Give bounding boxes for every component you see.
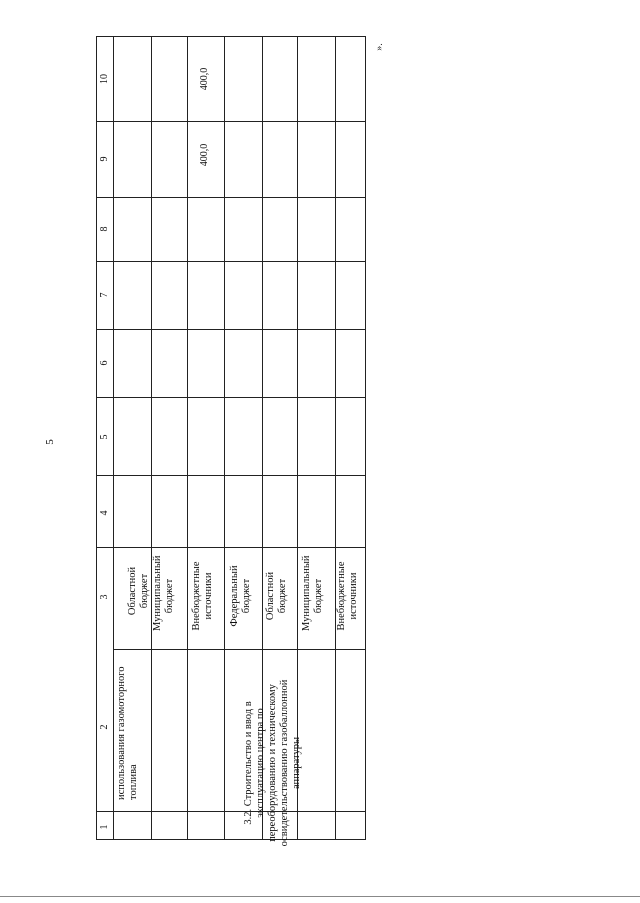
footnote-mark: ».	[374, 43, 385, 51]
col-header-2: 2	[99, 724, 110, 730]
col-header-1: 1	[99, 824, 110, 830]
table-line	[224, 37, 225, 839]
col-header-8: 8	[99, 226, 110, 232]
bottom-rule	[0, 896, 640, 897]
budget-table	[96, 36, 366, 847]
row-1-funding-source: Областной бюджет	[127, 566, 151, 616]
table-line	[151, 37, 152, 839]
row-3-col10-value: 400,0	[199, 67, 210, 91]
table-line	[187, 37, 188, 839]
row-3-funding-source: Внебюджетные источники	[191, 561, 215, 631]
table-line	[113, 37, 114, 839]
row-4-funding-source: Федеральный бюджет	[229, 565, 253, 627]
col-header-5: 5	[99, 434, 110, 440]
table-line	[97, 547, 365, 548]
table-line	[113, 649, 365, 650]
table-line	[97, 197, 365, 198]
row-4-description: 3.2. Строительство и ввод в эксплуатацию центра по переоборудованию и техническому освидетельствованию газобаллонной аппаратуры	[243, 679, 303, 847]
row-6-funding-source: Муниципальный бюджет	[301, 555, 325, 631]
table-line	[97, 329, 365, 330]
row-2-funding-source: Муниципальный бюджет	[152, 555, 176, 631]
table-line	[97, 397, 365, 398]
row-3-col9-value: 400,0	[199, 143, 210, 167]
table-line	[97, 475, 365, 476]
row-7-funding-source: Внебюджетные источники	[336, 561, 360, 631]
col-header-9: 9	[99, 156, 110, 162]
row-1-description: использования газомоторного топлива	[116, 666, 140, 800]
col-header-4: 4	[99, 510, 110, 516]
col-header-6: 6	[99, 360, 110, 366]
table-line	[97, 121, 365, 122]
col-header-7: 7	[99, 292, 110, 298]
table-line	[97, 261, 365, 262]
col-header-10: 10	[99, 74, 110, 84]
row-5-funding-source: Областной бюджет	[265, 571, 289, 621]
page-number: 5	[44, 439, 56, 445]
col-header-3: 3	[99, 594, 110, 600]
